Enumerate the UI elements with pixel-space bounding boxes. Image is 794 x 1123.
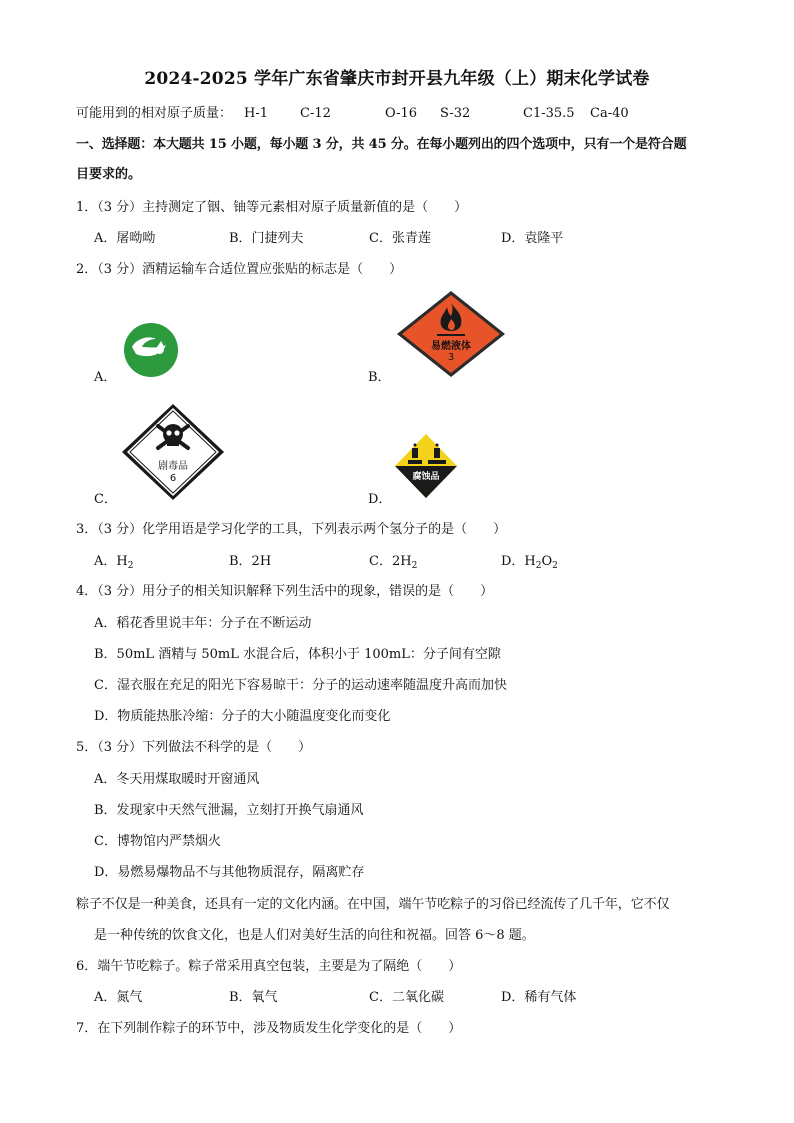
- flammable-liquid-number: 3: [447, 352, 455, 363]
- q6-option-a: A．氮气: [94, 990, 143, 1005]
- atomic-mass-c: C-12: [300, 106, 331, 121]
- atomic-mass-label: 可能用到的相对原子质量：: [76, 106, 233, 121]
- q2-label-c: C．: [94, 492, 117, 507]
- flammable-liquid-label: 易燃液体: [431, 341, 471, 352]
- q6-option-c: C．二氧化碳: [369, 990, 444, 1005]
- q3-stem: 3．（3 分）化学用语是学习化学的工具，下列表示两个氢分子的是（ ）: [76, 522, 507, 537]
- q5-option-a: A．冬天用煤取暖时开窗通风: [94, 772, 260, 787]
- q5-stem: 5．（3 分）下列做法不科学的是（ ）: [76, 740, 312, 755]
- q2-stem: 2．（3 分）酒精运输车合适位置应张贴的标志是（ ）: [76, 262, 403, 277]
- q3-option-d: D．$H_2O_2$: [501, 554, 558, 571]
- toxic-label: 剧毒品: [158, 461, 188, 472]
- corrosive-label: 腐蚀品: [412, 472, 440, 482]
- q1-option-a: A．屠呦呦: [94, 231, 156, 246]
- q4-option-a: A．稻花香里说丰年：分子在不断运动: [94, 616, 312, 631]
- toxic-number: 6: [169, 473, 177, 484]
- q6-stem: 6．端午节吃粽子。粽子常采用真空包装，主要是为了隔绝（ ）: [76, 959, 462, 974]
- q1-option-b: B．门捷列夫: [229, 231, 304, 246]
- water-drop-icon: [122, 321, 180, 379]
- q4-stem: 4．（3 分）用分子的相关知识解释下列生活中的现象，错误的是（ ）: [76, 584, 494, 599]
- q1-stem: 1．（3 分）主持测定了铟、铀等元素相对原子质量新值的是（ ）: [76, 200, 468, 215]
- q1-option-c: C．张青莲: [369, 231, 431, 246]
- q2-label-b: B．: [368, 370, 391, 385]
- flammable-liquid-sign: [395, 289, 507, 383]
- section-header-line2: 目要求的。: [76, 167, 142, 182]
- q5-option-b: B．发现家中天然气泄漏，立刻打开换气扇通风: [94, 803, 364, 818]
- q3-option-c: C．$2H_2$: [369, 554, 418, 571]
- passage-line1: 粽子不仅是一种美食，还具有一定的文化内涵。在中国，端午节吃粽子的习俗已经流传了几千年，它不仅: [76, 897, 670, 912]
- page-title: 2024-2025 学年广东省肇庆市封开县九年级（上）期末化学试卷: [144, 69, 650, 89]
- q5-option-c: C．博物馆内严禁烟火: [94, 834, 221, 849]
- q3-option-b: B．2H: [229, 554, 272, 569]
- q6-option-b: B．氧气: [229, 990, 278, 1005]
- atomic-mass-o: O-16: [385, 106, 418, 121]
- atomic-mass-s: S-32: [440, 106, 471, 121]
- q2-label-a: A．: [94, 370, 117, 385]
- passage-line2: 是一种传统的饮食文化，也是人们对美好生活的向往和祝福。回答 6～8 题。: [94, 928, 535, 943]
- q7-stem: 7．在下列制作粽子的环节中，涉及物质发生化学变化的是（ ）: [76, 1021, 462, 1036]
- water-saving-sign: [122, 321, 180, 383]
- q4-option-d: D．物质能热胀冷缩：分子的大小随温度变化而变化: [94, 709, 391, 724]
- atomic-mass-cl: C1-35.5: [523, 106, 575, 121]
- q2-label-d: D．: [368, 492, 392, 507]
- corrosive-sign: [394, 433, 458, 503]
- q4-option-c: C．湿衣服在充足的阳光下容易晾干：分子的运动速率随温度升高而加快: [94, 678, 507, 693]
- q4-option-b: B．50mL 酒精与 50mL 水混合后，体积小于 100mL：分子间有空隙: [94, 647, 501, 662]
- atomic-mass-ca: Ca-40: [590, 106, 629, 121]
- toxic-sign: [120, 402, 226, 506]
- section-header-line1: 一、选择题：本大题共 15 小题，每小题 3 分，共 45 分。在每小题列出的四个选项中，只有一个是符合题: [76, 137, 687, 152]
- q3-option-a: A．$H_2$: [94, 554, 134, 571]
- atomic-mass-h: H-1: [244, 106, 269, 121]
- q5-option-d: D．易燃易爆物品不与其他物质混存，隔离贮存: [94, 865, 365, 880]
- q6-option-d: D．稀有气体: [501, 990, 577, 1005]
- q1-option-d: D．袁隆平: [501, 231, 564, 246]
